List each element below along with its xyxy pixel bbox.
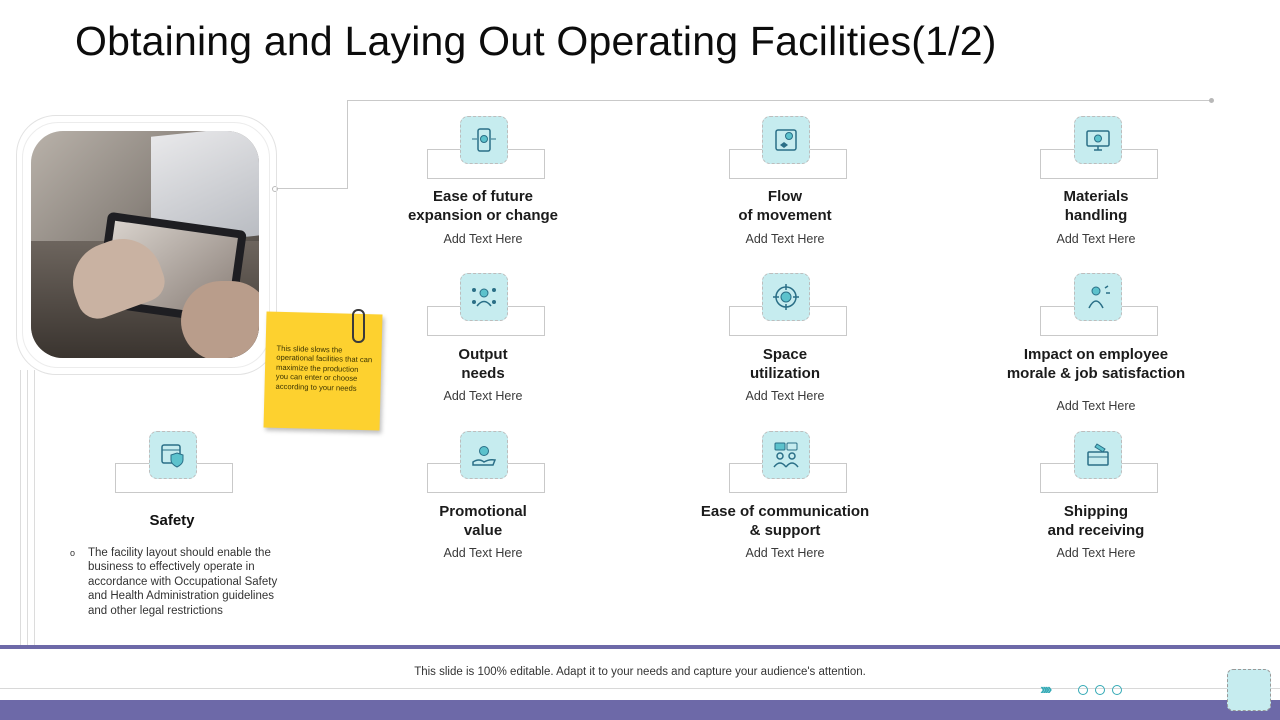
card-title-line1: Ease of communication: [700, 503, 870, 520]
card-title-line1: Shipping: [1063, 503, 1129, 520]
sticky-note-text: This slide slows the operational facilities that can maximize the production you can enter or choose according to your needs: [275, 343, 373, 393]
tablet-photo: [31, 131, 259, 358]
employee-icon: [1074, 273, 1122, 321]
deco-vline-1: [20, 370, 21, 648]
footer-text: This slide is 100% editable. Adapt it to your needs and capture your audience's attention.: [414, 666, 866, 678]
card-sub: Add Text Here: [745, 232, 825, 246]
card-title-line2: needs: [461, 365, 505, 382]
footer-divider: [0, 688, 1280, 689]
hand-gear-icon: [460, 431, 508, 479]
card-title-line2: expansion or change: [407, 207, 559, 224]
connector-end-dot: [1209, 98, 1214, 103]
card-sub: Add Text Here: [443, 546, 523, 560]
card-title-line1: Materials: [1063, 188, 1129, 205]
workflow-cube-icon: [762, 116, 810, 164]
nav-dot-2: [1095, 685, 1105, 695]
card-sub: Add Text Here: [443, 389, 523, 403]
card-sub: Add Text Here: [745, 389, 825, 403]
user-network-icon: [460, 273, 508, 321]
footer-bottom-bar: [0, 700, 1280, 720]
card-title-line1: Output: [458, 346, 508, 363]
card-title-line2: and receiving: [1047, 522, 1145, 539]
shield-icon: [149, 431, 197, 479]
chevrons-icon: ››››: [1040, 681, 1050, 698]
card-sub: Add Text Here: [1056, 232, 1136, 246]
card-title-line1: Flow: [767, 188, 803, 205]
card-sub: Add Text Here: [443, 232, 523, 246]
footer-top-bar: [0, 645, 1280, 649]
paperclip-icon: [352, 309, 365, 343]
people-chat-icon: [762, 431, 810, 479]
photo-hand-right: [181, 281, 259, 358]
card-title-line2: of movement: [738, 207, 832, 224]
nav-dot-1: [1078, 685, 1088, 695]
card-title-line2: value: [463, 522, 503, 539]
deco-vline-3: [34, 370, 35, 648]
safety-bullet-text: The facility layout should enable the business to effectively operate in accordance with Occupational Safety and Health Administration guidelines and other legal restrictions: [88, 547, 278, 617]
deco-vline-2: [27, 370, 28, 648]
safety-title: Safety: [149, 512, 195, 529]
card-title-line1: Space: [762, 346, 808, 363]
card-title-line2: handling: [1064, 207, 1128, 224]
monitor-icon: [1074, 116, 1122, 164]
safety-bullet: [70, 546, 285, 618]
card-title-line1: Impact on employee: [1023, 346, 1169, 363]
bullet-circle-icon: o: [70, 548, 76, 558]
card-sub: Add Text Here: [1056, 546, 1136, 560]
mobile-gear-icon: [460, 116, 508, 164]
connector-line-h-photo: [272, 188, 348, 189]
card-title-line2: & support: [749, 522, 821, 539]
shipping-box-icon: [1074, 431, 1122, 479]
connector-line-h-top: [347, 100, 1212, 101]
card-sub: Add Text Here: [745, 546, 825, 560]
corner-decoration: [1227, 669, 1271, 711]
card-sub: Add Text Here: [1056, 399, 1136, 413]
card-title-line1: Ease of future: [432, 188, 534, 205]
connector-line-v: [347, 100, 348, 188]
card-title-line1: Promotional: [439, 503, 527, 520]
card-title-line2: utilization: [750, 365, 820, 382]
card-title-line2: morale & job satisfaction: [1006, 365, 1186, 382]
target-icon: [762, 273, 810, 321]
nav-dot-3: [1112, 685, 1122, 695]
slide-title: Obtaining and Laying Out Operating Facilities(1/2): [75, 18, 997, 64]
